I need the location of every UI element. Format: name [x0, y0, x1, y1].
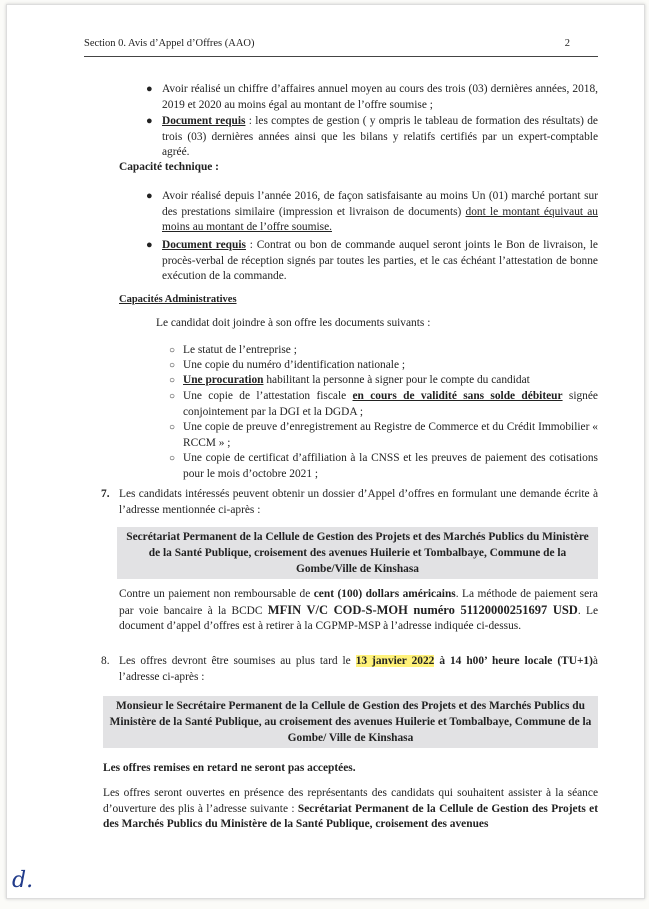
bullet-icon: ● — [146, 239, 153, 251]
bullet-icon: ● — [146, 115, 153, 127]
bullet-icon: ● — [146, 83, 153, 95]
item-bold: Une procuration — [183, 374, 264, 386]
page-number: 2 — [564, 38, 570, 49]
opening-paragraph — [103, 786, 598, 833]
item-text: Une copie de preuve d’enregistrement au Registre de Commerce et du Crédit Immobilier « RCCM » ; — [183, 421, 598, 449]
bullet-underlined: dont le montant équivaut au moins au montant de l’offre soumise. — [162, 205, 598, 233]
admin-item-4 — [169, 389, 598, 420]
payment-text-3: . Le document d’appel d’offres est à retirer à la CGPMP-MSP à l’adresse indiquée ci-dessus. — [119, 604, 598, 632]
item-text: habilitant la personne à signer pour le compte du candidat — [263, 374, 530, 386]
deadline-date: 13 janvier 2022 — [355, 655, 435, 667]
admin-item-6 — [169, 451, 598, 482]
administrative-heading: Capacités Administratives — [119, 294, 237, 305]
item-text: Les candidats intéressés peuvent obtenir un dossier d’Appel d’offres en formulant une demande écrite à l’adresse mentionnée ci-après : — [119, 488, 598, 516]
administrative-intro: Le candidat doit joindre à son offre les documents suivants : — [156, 317, 431, 329]
item-7 — [101, 487, 598, 518]
section-title: Section 0. Avis d’Appel d’Offres (AAO) — [84, 38, 255, 49]
bullet-text: : Contrat ou bon de commande auquel seront joints le Bon de livraison, le procès-verbal de réception signés par toutes les parties, et le cas échéant l’attestation de bonne exécution de la commande. — [162, 239, 598, 282]
bank-account: MFIN V/C COD-S-MOH numéro 51120000251697 USD — [267, 602, 578, 617]
handwritten-initial: d. — [12, 868, 34, 893]
item-text: Une copie du numéro d’identification nationale ; — [183, 359, 406, 371]
financial-bullet-2 — [146, 114, 598, 161]
bullet-label: Document requis — [162, 239, 246, 251]
admin-item-5 — [169, 420, 598, 451]
item-text: Une copie de certificat d’affiliation à la CNSS et les preuves de paiement des cotisations pour le mois d’octobre 2021 ; — [183, 452, 598, 480]
item-text: Les offres devront être soumises au plus tard le — [119, 655, 356, 667]
opening-address: Secrétariat Permanent de la Cellule de Gestion des Projets et des Marchés Publics du Ministère de la Santé Publique, croisement des avenues — [103, 802, 598, 830]
item-text: Le statut de l’entreprise ; — [183, 344, 297, 356]
circle-bullet-icon: ○ — [169, 422, 176, 433]
circle-bullet-icon: ○ — [169, 453, 176, 464]
item-8 — [101, 654, 598, 685]
technical-bullet-1 — [146, 189, 598, 236]
page-header — [84, 38, 598, 57]
deadline-time: à 14 h00’ heure locale (TU+1) — [434, 655, 593, 667]
financial-bullet-1 — [146, 82, 598, 113]
item-text-rest: signée conjointement par la DGI et la DGDA ; — [183, 390, 598, 418]
payment-amount: cent (100) dollars américains — [313, 588, 456, 600]
item-number: 7. — [101, 488, 110, 500]
item-text: Une copie de l’attestation fiscale — [183, 390, 353, 402]
circle-bullet-icon: ○ — [169, 375, 176, 386]
payment-paragraph — [119, 587, 598, 635]
bullet-text: Avoir réalisé depuis l’année 2016, de façon satisfaisante au moins Un (01) marché portant sur des prestations similaire (impression et livraison de documents) — [162, 190, 598, 218]
payment-text-2: . La méthode de paiement sera par voie bancaire à la BCDC — [119, 588, 598, 617]
bullet-text: : les comptes de gestion ( y ompris le tableau de formation des résultats) de trois (03) dernières années ainsi que les bilans y relatifs certifiés par un expert-comptable agréé. — [162, 115, 598, 158]
bullet-label: Document requis — [162, 115, 246, 127]
bullet-icon: ● — [146, 190, 153, 202]
admin-item-1 — [169, 343, 598, 359]
technical-heading: Capacité technique : — [119, 161, 219, 173]
admin-item-3 — [169, 373, 598, 389]
item-bold: en cours de validité sans solde débiteur — [352, 390, 563, 402]
opening-text: Les offres seront ouvertes en présence des représentants des candidats qui souhaitent assister à la séance d’ouverture des plis à l’adresse suivante : — [103, 787, 598, 815]
item-text-2: à l’adresse ci-après : — [119, 655, 598, 683]
payment-text: Contre un paiement non remboursable de — [119, 588, 314, 600]
item-number: 8. — [101, 655, 110, 667]
late-notice: Les offres remises en retard ne seront pas acceptées. — [103, 762, 356, 774]
circle-bullet-icon: ○ — [169, 391, 176, 402]
bullet-text: Avoir réalisé un chiffre d’affaires annuel moyen au cours des trois (03) dernières années, 2018, 2019 et 2020 au moins égal au montant de l’offre soumise ; — [162, 83, 598, 111]
submission-address-box: Monsieur le Secrétaire Permanent de la Cellule de Gestion des Projets et des Marchés Publics du Ministère de la Santé Publique, au croisement des avenues Huilerie et Tombalbaye, Commune de la Gombe/ Ville de Kinshasa — [103, 696, 598, 748]
admin-item-2 — [169, 358, 598, 374]
circle-bullet-icon: ○ — [169, 360, 176, 371]
request-address-box: Secrétariat Permanent de la Cellule de Gestion des Projets et des Marchés Publics du Ministère de la Santé Publique, croisement des avenues Huilerie et Tombalbaye, Commune de la Gombe/Ville de Kinshasa — [117, 527, 598, 579]
technical-bullet-2 — [146, 238, 598, 285]
circle-bullet-icon: ○ — [169, 345, 176, 356]
